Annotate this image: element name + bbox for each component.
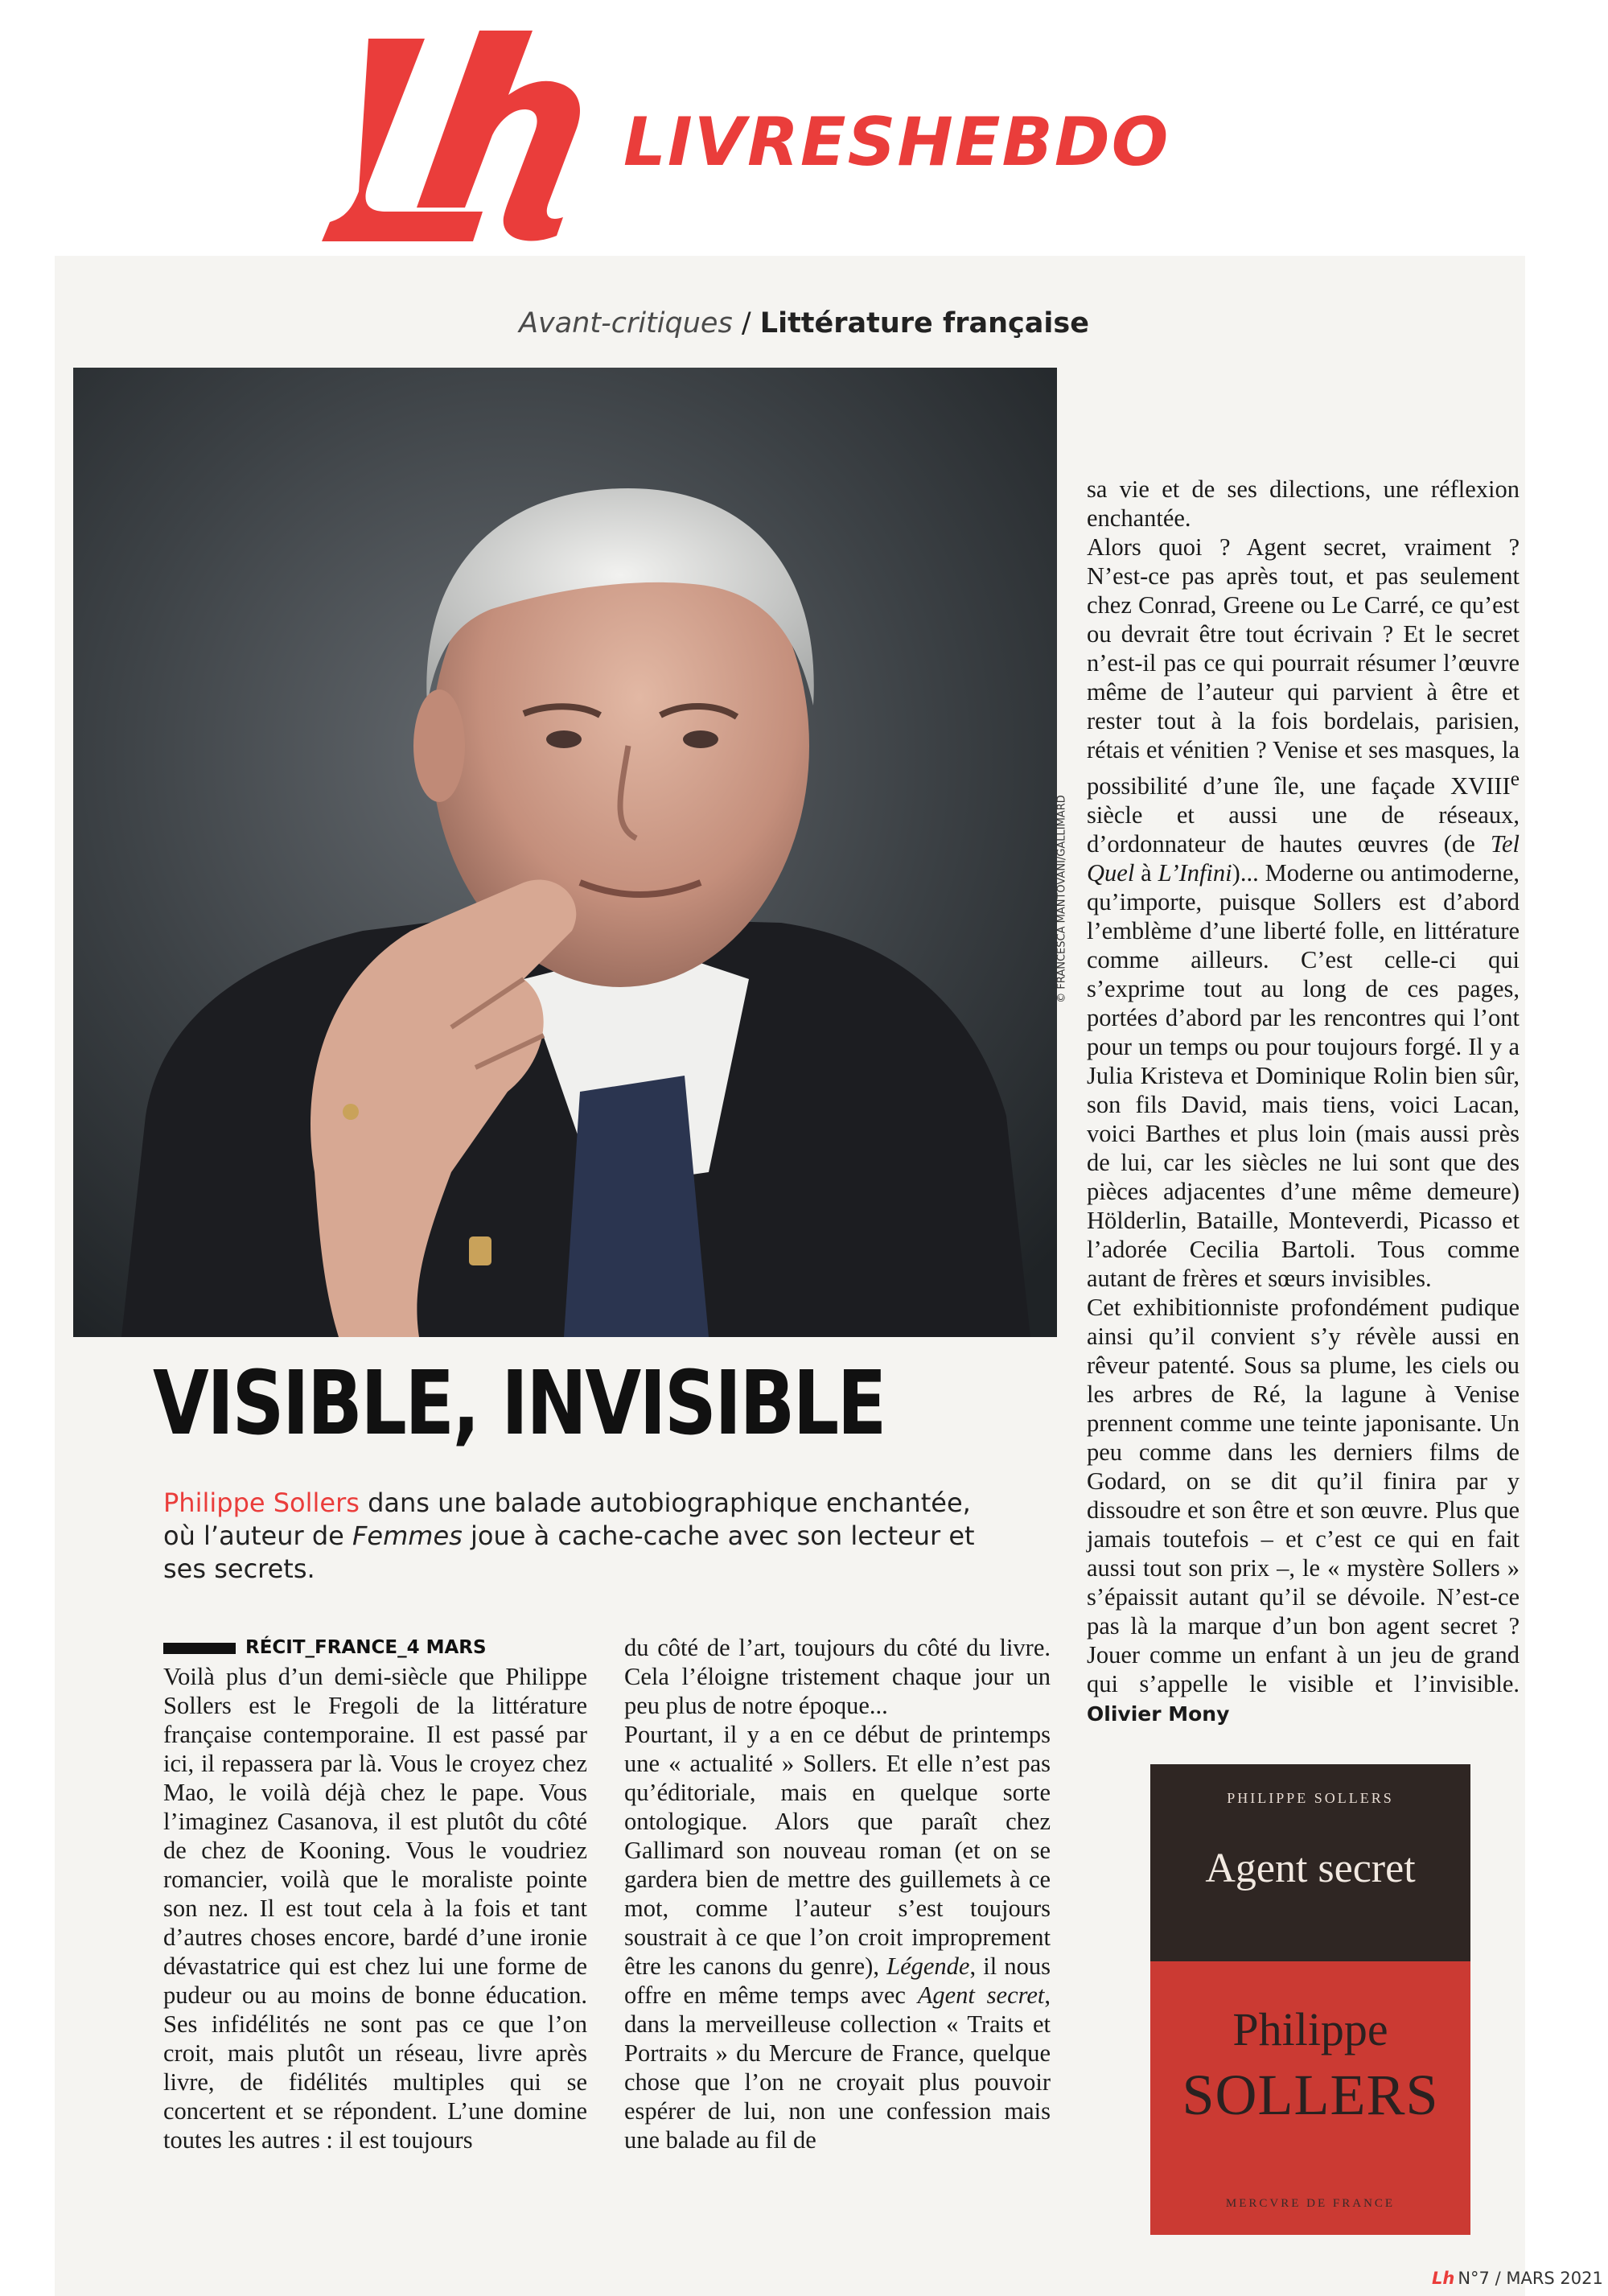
- review-title-linfini: L’Infini: [1158, 859, 1232, 887]
- century-superscript: e: [1510, 767, 1520, 790]
- issue-number: N°7 / MARS 2021: [1458, 2269, 1603, 2288]
- standfirst-text: dans une balade autobiographique enchantée, où l’auteur de: [163, 1487, 971, 1551]
- article-headline: VISIBLE, INVISIBLE: [153, 1352, 885, 1455]
- column-2-paragraph-2: [624, 1720, 1051, 2154]
- article-column-2: [624, 1633, 1051, 2154]
- book-cover-author-top: PHILIPPE SOLLERS: [1227, 1790, 1394, 1806]
- article-kicker: [163, 1637, 487, 1658]
- book-cover-title: Agent secret: [1205, 1845, 1416, 1891]
- photo-credit: © FRANCESCA MANTOVANI/GALLIMARD: [1055, 795, 1068, 1003]
- book-cover-author-last-name: SOLLERS: [1182, 2063, 1439, 2127]
- column-3-paragraph-2: [1087, 533, 1520, 1293]
- column-2-paragraph-1: du côté de l’art, toujours du côté du livre. Cela l’éloigne tristement chaque jour un peu plus de notre époque...: [624, 1634, 1051, 1719]
- column-1-paragraph: Voilà plus d’un demi-siècle que Philippe Sollers est le Fregoli de la littérature française contemporaine. Il est passé par ici, il repassera par là. Vous le croyez chez Mao, le voilà déjà chez le pape. Vous l’imaginez Casanova, il est plutôt du côté de chez de Kooning. Vous le voudriez romancier, voilà que le moraliste pointe son nez. Il est tout cela à la fois et tant d’autres choses encore, bardé d’une ironie dévastatrice qui est chez lui une forme de pudeur ou au moins de bonne éducation. Ses infidélités ne sont pas ce que l’on croit, mais plutôt un réseau, livre après livre, de fidélités multiples qui se concertent et se répondent. L’une domine toutes les autres : il est toujours: [163, 1663, 587, 2154]
- kicker-bar: [163, 1643, 236, 1654]
- column-3-closing-text: Cet exhibitionniste profondément pudique ainsi qu’il convient s’y révèle aussi en rêveur patenté. Sous sa plume, les ciels ou les arbres de Ré, la lagune à Venise prennent comme une teinte japonisante. Un peu comme dans les derniers films de Godard, on se dit qu’il finira par y dissoudre et son être et son œuvre. Plus que jamais toutefois – et c’est ce qui en fait aussi tout son prix –, le « mystère Sollers » s’épaissit autant qu’il se dévoile. N’est-ce pas là la marque d’un bon agent secret ? Jouer comme un enfant à un jeu de grand qui s’appelle le visible et l’invisible.: [1087, 1294, 1520, 1698]
- standfirst-author-name: Philippe Sollers: [163, 1487, 360, 1518]
- section-category: Littérature française: [759, 307, 1089, 339]
- book-cover: [1150, 1764, 1470, 2235]
- column-2-text-a: Pourtant, il y a en ce début de printemps une « actualité » Sollers. Et elle n’est pas qu’éditoriale, mais en quelque sorte ontologique. Alors que paraît chez Gallimard son nouveau roman (et on se gardera bien de mettre des guillemets à ce mot, comme l’auteur s’est toujours soustrait à ce que l’on croit improprement être les canons du genre),: [624, 1721, 1051, 1980]
- book-title-reference: Agent secret: [917, 1981, 1045, 2009]
- column-3-text-a: Alors quoi ? Agent secret, vraiment ? N’est-ce pas après tout, et pas seulement chez Conrad, Greene ou Le Carré, ce qu’est ou devrait être tout écrivain ? Et le secret n’est-il pas ce qui pourrait résumer l’œuvre même de l’auteur qui parvient à être et rester tout à la fois bordelais, parisien, rétais et vénitien ? Venise et ses masques, la possibilité d’une île, une façade XVIII: [1087, 533, 1520, 800]
- section-separator: /: [741, 307, 751, 339]
- column-3-text-b: siècle et aussi une de réseaux, d’ordonnateur de hautes œuvres (de: [1087, 801, 1520, 858]
- column-3-paragraph-1: sa vie et de ses dilections, une réflexion enchantée.: [1087, 475, 1520, 532]
- article-column-3: [1087, 475, 1520, 1729]
- kicker-label: RÉCIT_FRANCE_4 MARS: [245, 1637, 487, 1658]
- footer-logo-icon: Lh: [1432, 2269, 1455, 2288]
- standfirst-text-end: joue à cache-cache avec son lecteur et ses secrets.: [163, 1520, 975, 1584]
- article-column-1: [163, 1662, 587, 2154]
- column-2-text-b: , il nous offre en même temps avec: [624, 1952, 1051, 2009]
- livreshebdo-logo-icon: [322, 31, 587, 244]
- standfirst-book-title: Femmes: [352, 1520, 463, 1551]
- column-3-paragraph-3: [1087, 1293, 1520, 1729]
- book-cover-author-first-name: Philippe: [1232, 2003, 1388, 2055]
- section-label: Avant-critiques: [519, 307, 733, 339]
- article-signature: Olivier Mony: [1087, 1702, 1230, 1726]
- author-portrait-photo: [73, 368, 1057, 1337]
- review-title-tel-quel: Tel Quel: [1087, 830, 1520, 887]
- column-3-text-d: )... Moderne ou antimoderne, qu’importe, puisque Sollers est d’abord l’emblème d’une liberté folle, en littérature comme ailleurs. C’est celle-ci qui s’exprime tout au long de ces pages, portées d’abord par les rencontres qui l’ont pour un temps ou pour toujours forgé. Il y a Julia Kristeva et Dominique Rolin bien sûr, son fils David, mais tiens, voici Lacan, voici Barthes et plus loin (mais aussi près de lui, car les siècles ne lui sont que des pièces adjacentes d’une même demeure) Hölderlin, Bataille, Monteverdi, Picasso et l’adorée Cecilia Bartoli. Tous comme autant de frères et sœurs invisibles.: [1087, 859, 1520, 1293]
- brand-name: LIVRESHEBDO: [623, 103, 1170, 181]
- book-cover-publisher: MERCVRE DE FRANCE: [1225, 2197, 1396, 2210]
- page-footer: [1432, 2269, 1603, 2288]
- section-heading: [0, 307, 1608, 339]
- article-standfirst: [163, 1487, 1008, 1586]
- column-3-text-c: à: [1134, 859, 1158, 887]
- novel-title: Légende: [886, 1952, 970, 1980]
- column-2-text-c: , dans la merveilleuse collection « Traits et Portraits » du Mercure de France, quelque chose que l’on ne croyait plus pouvoir espérer de lui, non une confession mais une balade au fil de: [624, 1981, 1051, 2154]
